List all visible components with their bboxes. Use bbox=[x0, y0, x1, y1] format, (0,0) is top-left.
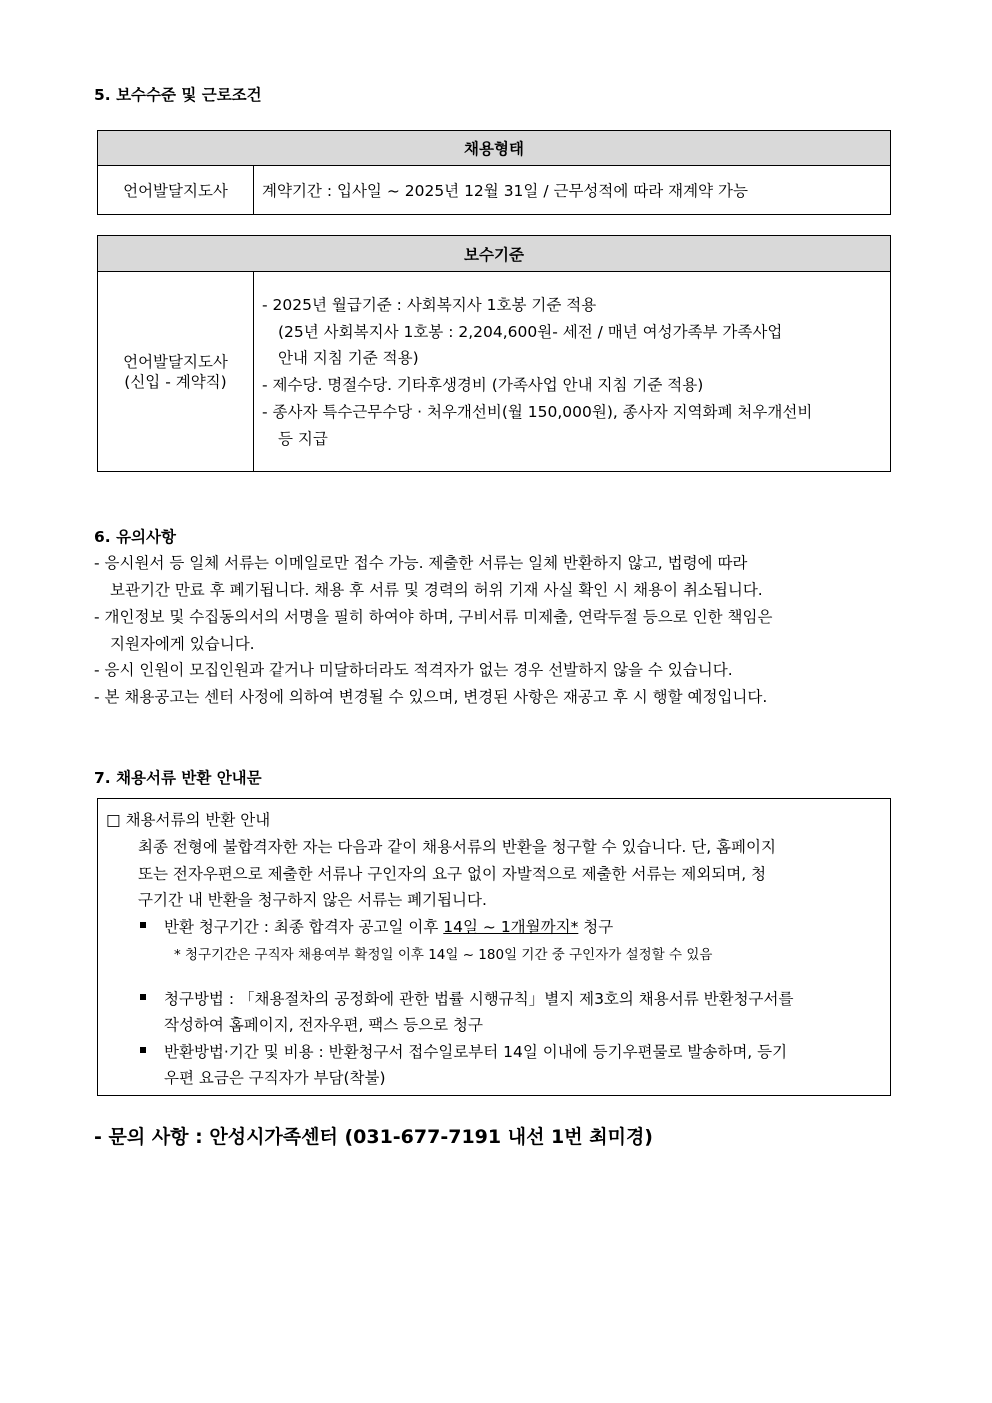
claim-method-line: 청구방법 : 「채용절차의 공정화에 관한 법률 시행규칙」별지 제3호의 채용서류 반환청구서를 bbox=[164, 990, 794, 1008]
claim-period-suffix: 청구 bbox=[578, 918, 614, 936]
pay-line: - 제수당. 명절수당. 기타후생경비 (가족사업 안내 지침 기준 적용) bbox=[262, 376, 704, 394]
box-title: □ 채용서류의 반환 안내 bbox=[106, 811, 271, 829]
section7-heading: 7. 채용서류 반환 안내문 bbox=[94, 769, 262, 787]
claim-period-underlined: 14일 ~ 1개월까지* bbox=[443, 918, 579, 936]
return-method-line: 반환방법·기간 및 비용 : 반환청구서 접수일로부터 14일 이내에 등기우편물로 발송하며, 등기 bbox=[164, 1043, 788, 1061]
pay-line: (25년 사회복지사 1호봉 : 2,204,600원- 세전 / 매년 여성가족부 가족사업 bbox=[278, 323, 783, 341]
bullet-icon bbox=[140, 922, 146, 928]
contract-period-cell: 계약기간 : 입사일 ~ 2025년 12월 31일 / 근무성적에 따라 재계약 가능 bbox=[254, 166, 891, 215]
claim-period-item bbox=[164, 915, 613, 937]
section6-heading: 6. 유의사항 bbox=[94, 528, 176, 546]
pay-line: 등 지급 bbox=[278, 430, 328, 448]
contact-info: - 문의 사항 : 안성시가족센터 (031-677-7191 내선 1번 최미경) bbox=[94, 1126, 653, 1148]
document-return-box bbox=[97, 798, 891, 1096]
intro-line: 구기간 내 반환을 청구하지 않은 서류는 폐기됩니다. bbox=[138, 891, 487, 909]
notice-line: - 개인정보 및 수집동의서의 서명을 필히 하여야 하며, 구비서류 미제출, 연락두절 등으로 인한 책임은 bbox=[94, 608, 773, 626]
employment-role-cell: 언어발달지도사 bbox=[98, 166, 254, 215]
notice-line: 지원자에게 있습니다. bbox=[110, 635, 255, 653]
claim-method-line: 작성하여 홈페이지, 전자우편, 팩스 등으로 청구 bbox=[164, 1016, 483, 1034]
intro-line: 최종 전형에 불합격자한 자는 다음과 같이 채용서류의 반환을 청구할 수 있습니다. 단, 홈페이지 bbox=[138, 838, 776, 856]
notice-line: - 본 채용공고는 센터 사정에 의하여 변경될 수 있으며, 변경된 사항은 재공고 후 시 행할 예정입니다. bbox=[94, 688, 768, 706]
bullet-icon bbox=[140, 1047, 146, 1053]
claim-period-prefix: 반환 청구기간 : 최종 합격자 공고일 이후 bbox=[164, 918, 444, 936]
pay-detail-cell bbox=[254, 272, 891, 472]
employment-table-header: 채용형태 bbox=[98, 131, 891, 166]
employment-table bbox=[97, 130, 891, 215]
pay-line: - 종사자 특수근무수당 · 처우개선비(월 150,000원), 종사자 지역화폐 처우개선비 bbox=[262, 403, 813, 421]
pay-role-line2: (신입 - 계약직) bbox=[124, 372, 227, 391]
pay-line: 안내 지침 기준 적용) bbox=[278, 349, 419, 367]
return-method-line: 우편 요금은 구직자가 부담(착불) bbox=[164, 1069, 386, 1087]
pay-role-line1: 언어발달지도사 bbox=[123, 352, 228, 371]
notice-line: - 응시원서 등 일체 서류는 이메일로만 접수 가능. 제출한 서류는 일체 반환하지 않고, 법령에 따라 bbox=[94, 554, 748, 572]
intro-line: 또는 전자우편으로 제출한 서류나 구인자의 요구 없이 자발적으로 제출한 서류는 제외되며, 청 bbox=[138, 865, 767, 883]
notice-line: 보관기간 만료 후 폐기됩니다. 채용 후 서류 및 경력의 허위 기재 사실 확인 시 채용이 취소됩니다. bbox=[110, 581, 763, 599]
bullet-icon bbox=[140, 994, 146, 1000]
section5-heading: 5. 보수수준 및 근로조건 bbox=[94, 86, 262, 104]
pay-table-header: 보수기준 bbox=[98, 236, 891, 272]
pay-role-cell bbox=[98, 272, 254, 472]
pay-table bbox=[97, 235, 891, 472]
notice-line: - 응시 인원이 모집인원과 같거나 미달하더라도 적격자가 없는 경우 선발하지 않을 수 있습니다. bbox=[94, 661, 733, 679]
pay-line: - 2025년 월급기준 : 사회복지사 1호봉 기준 적용 bbox=[262, 296, 597, 314]
claim-period-note: * 청구기간은 구직자 채용여부 확정일 이후 14일 ~ 180일 기간 중 구인자가 설정할 수 있음 bbox=[174, 947, 713, 963]
